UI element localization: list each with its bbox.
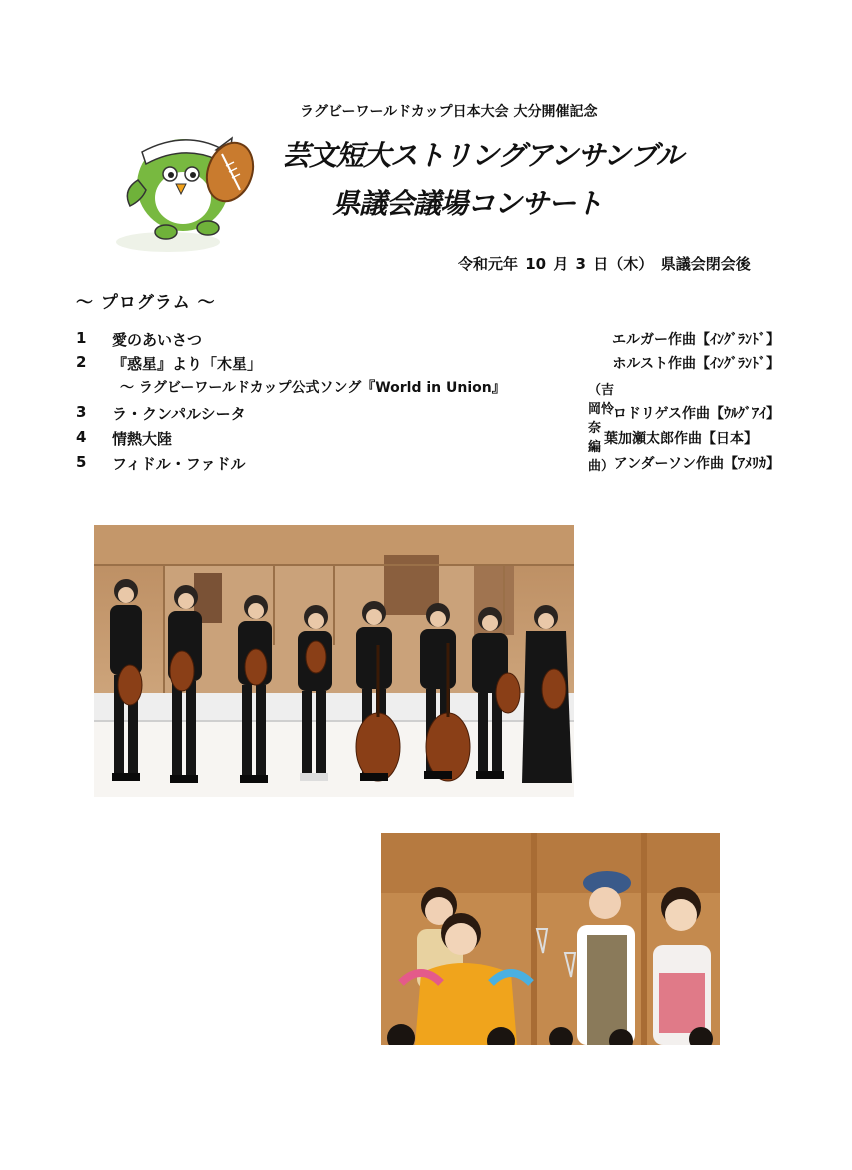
program-item <box>76 428 786 450</box>
program-item-title: フィドル・ファドル <box>112 455 246 473</box>
program-item-number: 1 <box>76 329 87 347</box>
program-item-composer: ホルスト作曲【ｲﾝｸﾞﾗﾝﾄﾞ】 <box>612 356 780 372</box>
ensemble-title: 芸文短大ストリングアンサンブル <box>282 139 683 172</box>
ensemble-photo <box>94 525 574 797</box>
program-sub-arranger: （吉岡怜奈 編曲） <box>588 383 615 474</box>
program-item-composer: 葉加瀬太郎作曲【日本】 <box>604 431 758 447</box>
event-subtitle: ラグビーワールドカップ日本大会 大分開催記念 <box>300 104 598 120</box>
program-item <box>76 353 786 375</box>
concert-title: 県議会議場コンサート <box>332 187 603 220</box>
mascot-logo <box>108 110 276 260</box>
program-heading: ～ プログラム ～ <box>76 293 216 313</box>
program-item <box>76 453 786 475</box>
rugby-mascot-icon <box>108 110 276 260</box>
program-item-number: 5 <box>76 453 87 471</box>
program-item <box>76 329 786 351</box>
program-item-number: 3 <box>76 403 87 421</box>
program-item-composer: エルガー作曲【ｲﾝｸﾞﾗﾝﾄﾞ】 <box>612 332 780 348</box>
program-item-title: 情熱大陸 <box>112 430 173 448</box>
date-line: 令和元年 10 月 3 日（木） 県議会閉会後 <box>458 255 751 273</box>
program-sub-line-text: ～ ラグビーワールドカップ公式ソング『World in Union』 <box>120 380 506 396</box>
program-item-title: 『惑星』より「木星」 <box>112 355 263 373</box>
singers-photo <box>381 833 720 1045</box>
program-item-number: 2 <box>76 353 87 371</box>
program-item-title: 愛のあいさつ <box>112 331 203 349</box>
program-item-number: 4 <box>76 428 87 446</box>
program-item-composer: アンダーソン作曲【ｱﾒﾘｶ】 <box>613 456 780 472</box>
program-item <box>76 403 786 425</box>
program-item-title: ラ・クンパルシータ <box>112 405 246 423</box>
program-item-composer: ロドリゲス作曲【ｳﾙｸﾞｱｲ】 <box>612 406 780 422</box>
